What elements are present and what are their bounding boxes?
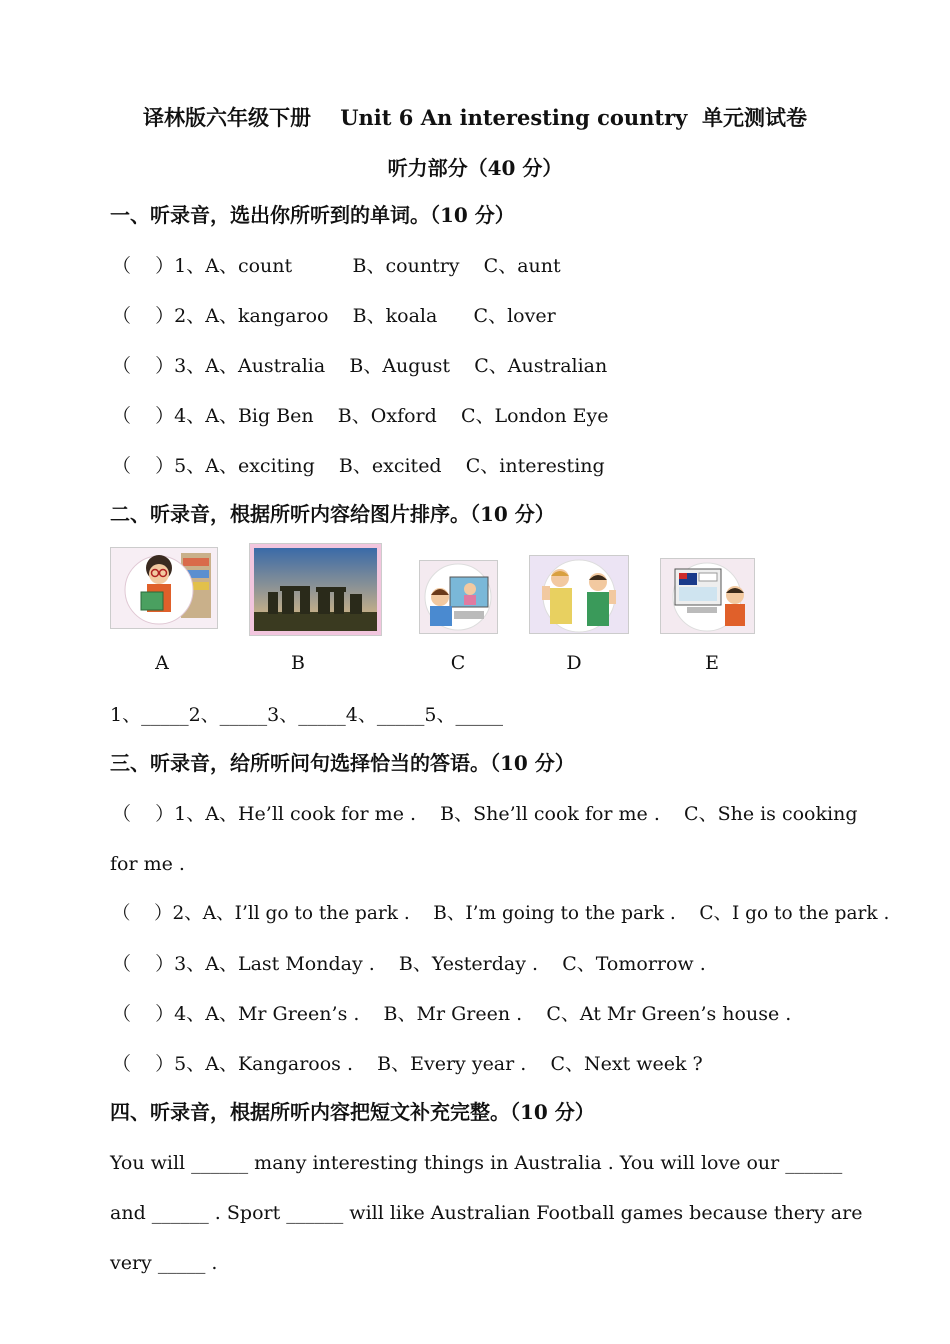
section1-heading: 一、听录音，选出你所听到的单词。（10 分） (110, 203, 515, 227)
picture-label: B (291, 652, 305, 674)
section1-item: （ ）3、A、Australia B、August C、Australian (112, 355, 608, 377)
picture-e-computer-australia (660, 558, 755, 634)
section1-item: （ ）2、A、kangaroo B、koala C、lover (112, 305, 556, 327)
section1-item: （ ）4、A、Big Ben B、Oxford C、London Eye (112, 405, 609, 427)
ordering-answer-line: 1、_____2、_____3、_____4、_____5、_____ (110, 704, 503, 726)
picture-label: A (155, 652, 169, 674)
picture-a-kid-reading (110, 547, 218, 629)
picture-c-video-call (419, 560, 498, 634)
section3-item: （ ）3、A、Last Monday . B、Yesterday . C、Tomorrow . (112, 953, 706, 975)
passage-line: You will ______ many interesting things in Australia . You will love our ______ (110, 1152, 843, 1174)
section4-heading: 四、听录音，根据所听内容把短文补充完整。（10 分） (110, 1100, 595, 1124)
section1-item: （ ）5、A、exciting B、excited C、interesting (112, 455, 605, 477)
section3-item: （ ）2、A、I’ll go to the park . B、I’m going to the park . C、I go to the park . (112, 903, 890, 924)
picture-label: E (705, 652, 719, 674)
section1-item: （ ）1、A、count B、country C、aunt (112, 255, 561, 277)
passage-line: and ______ . Sport ______ will like Australian Football games because thery are (110, 1202, 863, 1224)
section3-item: （ ）4、A、Mr Green’s . B、Mr Green . C、At Mr Green’s house . (112, 1003, 792, 1025)
picture-label: C (450, 652, 466, 674)
picture-label: D (566, 652, 582, 674)
section3-item-continuation: for me . (110, 853, 185, 875)
section3-item: （ ）5、A、Kangaroos . B、Every year . C、Next week ? (112, 1053, 703, 1075)
listening-section-title: 听力部分（40 分） (387, 156, 563, 180)
picture-d-boys-talking (529, 555, 629, 634)
picture-b-stonehenge (249, 543, 382, 636)
section2-heading: 二、听录音，根据所听内容给图片排序。（10 分） (110, 502, 555, 526)
page-title: 译林版六年级下册 Unit 6 An interesting country 单元测试卷 (142, 105, 808, 130)
section3-heading: 三、听录音，给所听问句选择恰当的答语。（10 分） (110, 751, 575, 775)
section3-item: （ ）1、A、He’ll cook for me . B、She’ll cook for me . C、She is cooking (112, 803, 858, 825)
passage-line: very _____ . (110, 1252, 218, 1274)
